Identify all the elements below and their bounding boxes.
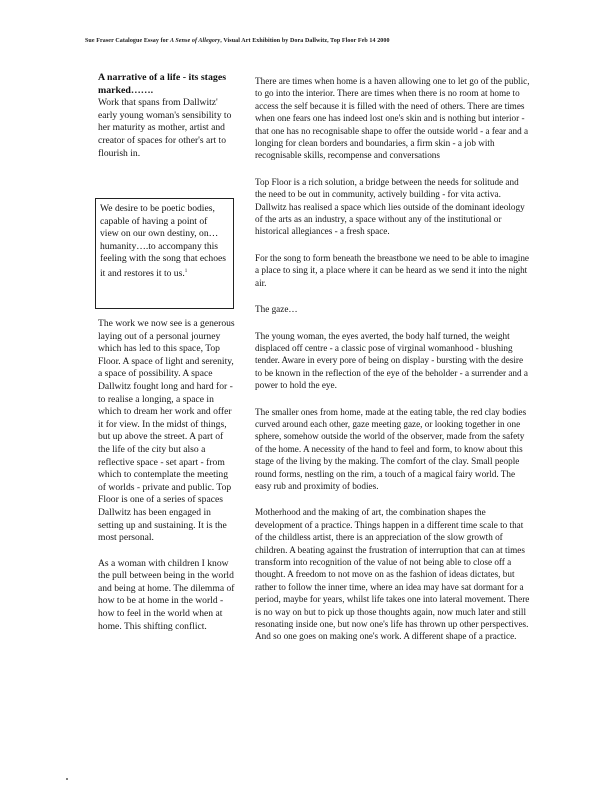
right-paragraph-1: There are times when home is a haven allowing one to let go of the public, to go into the interior. There are times when there is no room at home to access the self because it is filled with the need of others. There are times when one fears one has indeed lost one's skin and is nothing but interior - that one has no recognisable shape to offer the outside world - a fear and a longing for clean borders and boundaries, a firm skin - a job with recognisable skills, recompense and conversations (255, 76, 530, 161)
right-paragraph-6: The smaller ones from home, made at the eating table, the red clay bodies curved around each other, gaze meeting gaze, or looking together in one sphere, somehow outside the world of the observer, made from the safety of the home. A necessity of the hand to feel and form, to know about this stage of the living by the making. The comfort of the clay. Small people round forms, nestling on the rim, a touch of a magical fairy world. The easy rub and proximity of bodies. (255, 406, 527, 491)
right-paragraph-3: For the song to form beneath the breastbone we need to be able to imagine a place to sing it, a place where it can be heard as we send it into the night air. (255, 252, 530, 288)
left-paragraph-1: The work we now see is a generous laying out of a personal journey which has led to this space, Top Floor. A space of light and serenity, a space of possibility. A space Dallwitz fought long and hard for - to realise a longing, a space in which to dream her work and offer it for view. In the midst of things, but up above the street. A part of the life of the city but also a reflective space - set apart - from which to contemplate the meeting of worlds - private and public. Top Floor is one of a series of spaces Dallwitz has been engaged in setting up and sustaining. It is the most personal. (98, 318, 235, 544)
footnote-marker: 1 (184, 268, 188, 274)
header-suffix: , Visual Art Exhibition by Dora Dallwitz, Top Floor Feb 14 2000 (220, 38, 390, 44)
page-header (85, 38, 545, 44)
left-paragraph-2: As a woman with children I know the pull between being in the world and being at home. The dilemma of how to be at home in the world - how to feel in the world when at home. This shifting conflict. (98, 557, 235, 632)
right-column (255, 75, 531, 643)
section-heading: A narrative of a life - its stages marked……. (98, 72, 227, 96)
right-paragraph-2: Top Floor is a rich solution, a bridge between the needs for solitude and the need to be out in community, actively building - for vita activa. Dallwitz has realised a space which lies outside of the dominant ideology of the arts as an industry, a space without any of the institutional or historical allegiances - a fresh space. (255, 176, 525, 237)
quote-text: We desire to be poetic bodies, capable of having a point of view on our own destiny, on…humanity….to accompany this feeling with the song that echoes it and restores it to us. (100, 203, 227, 280)
intro-paragraph: Work that spans from Dallwitz' early young woman's sensibility to her maturity as mother, artist and creator of spaces for other's art to flourish in. (98, 97, 232, 159)
right-paragraph-4: The gaze… (255, 304, 298, 315)
quote-box (95, 198, 234, 309)
right-paragraph-5: The young woman, the eyes averted, the body half turned, the weight displaced off centre - a classic pose of virginal womanhood - blushing tender. Aware in every pore of being on display - bursting with the desire to be known in the reflection of the eye of the beholder - a surrender and a power to hold the eye. (255, 330, 528, 391)
header-title: A Sense of Allegory (170, 38, 221, 44)
left-column (98, 72, 236, 160)
scan-speck (66, 778, 68, 780)
header-prefix: Sue Fraser Catalogue Essay for (85, 38, 171, 44)
right-paragraph-7: Motherhood and the making of art, the combination shapes the development of a practice. Things happen in a different time scale to that of the childless artist, there is an appreciation of the slow growth of children. A beating against the frustration of interruption that can at times transform into recognition of the value of not being able to close off a thought. A freedom to not move on as the fashion of ideas dictates, but rather to follow the inner time, where an idea may have sat dormant for a period, maybe for years, whilst life takes one into lateral movement. There is no way on but to pick up those thoughts again, now much later and still resonating inside one, but now one's life has thrown up other perspectives. And so one goes on making one's work. A different shape of a practice. (255, 507, 530, 642)
left-column-lower (98, 318, 236, 633)
